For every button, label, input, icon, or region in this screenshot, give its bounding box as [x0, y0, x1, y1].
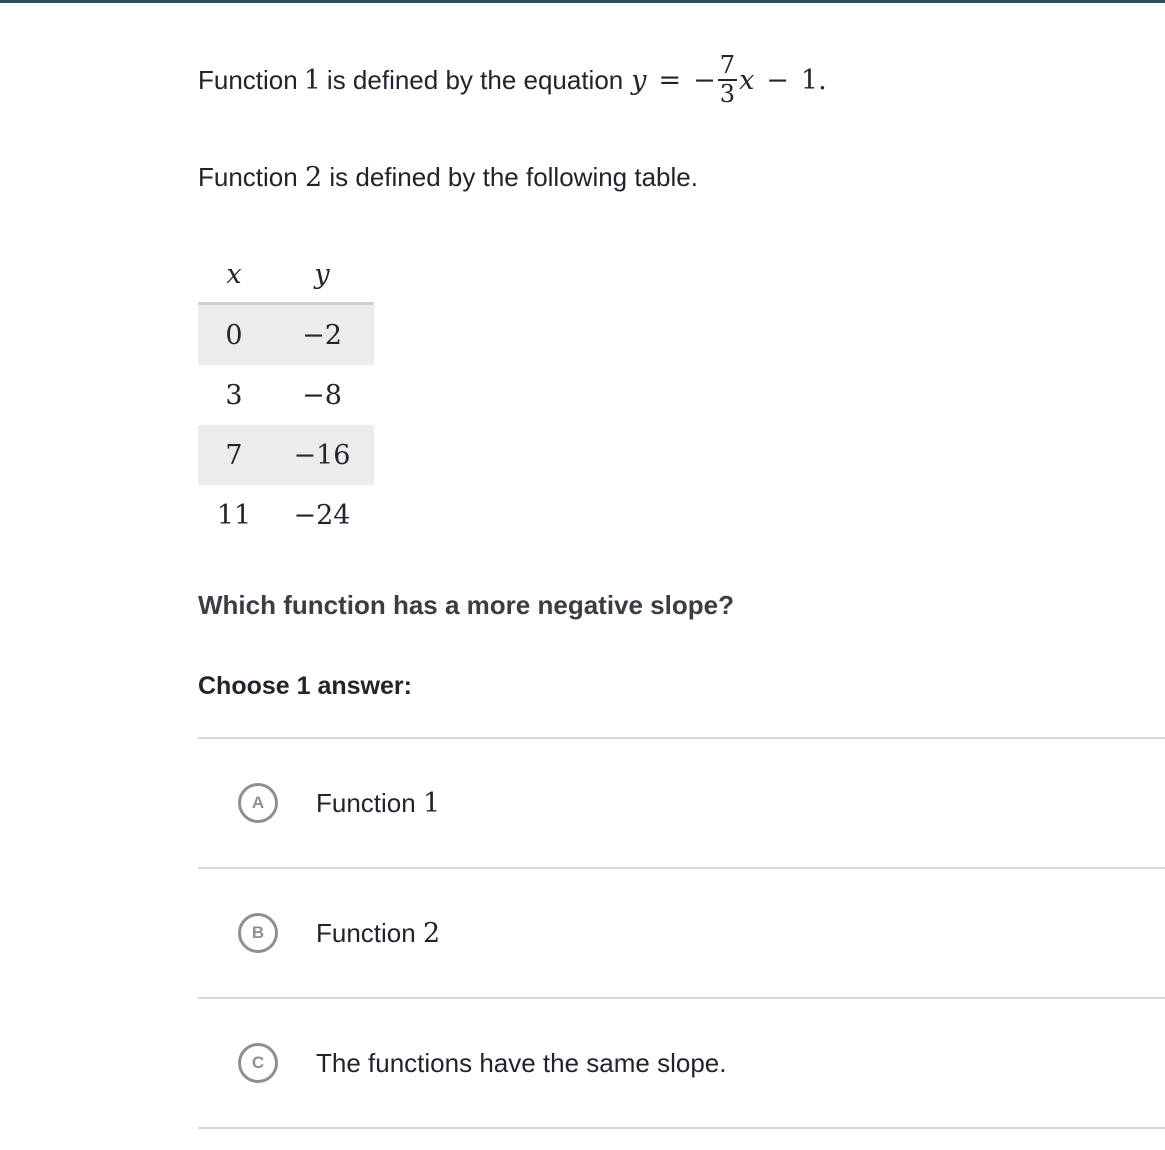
function-2-number: 2 — [304, 162, 323, 193]
table-cell-y: −24 — [293, 499, 351, 531]
table-header-row — [198, 246, 374, 304]
equation-sign: − — [693, 64, 716, 96]
function-2-table — [198, 246, 374, 545]
choice-b-text: Function — [316, 917, 416, 948]
choice-b-label — [316, 918, 440, 949]
table-header-x: x — [198, 246, 270, 304]
choice-a-math: 1 — [422, 787, 441, 819]
equation-variable: x — [739, 64, 755, 96]
table-cell-y: −8 — [302, 379, 342, 411]
top-border — [0, 0, 1165, 3]
choice-c-text: The functions have the same slope. — [316, 1047, 727, 1078]
table-cell-x: 11 — [216, 499, 252, 531]
choice-b-letter-circle: B — [238, 913, 278, 953]
equation-period: . — [818, 64, 827, 96]
table-cell-y: −2 — [270, 304, 374, 366]
choice-a-label — [316, 788, 440, 819]
answer-choices — [198, 737, 1165, 1129]
equation-lhs: y — [631, 64, 647, 96]
function-1-number: 1 — [303, 64, 321, 96]
function-2-suffix: is defined by the following table. — [329, 162, 698, 192]
choice-c[interactable] — [198, 999, 1165, 1129]
table-cell-x: 7 — [198, 425, 270, 485]
table-row — [198, 365, 374, 425]
function-1-equation — [631, 50, 827, 108]
table-cell-x: 0 — [198, 304, 270, 366]
table-cell-y: −16 — [270, 425, 374, 485]
table-cell-x: 3 — [225, 379, 243, 411]
table-row — [198, 304, 374, 366]
choice-a-letter-circle: A — [238, 783, 278, 823]
question-text: Which function has a more negative slope? — [198, 590, 734, 620]
function-1-prefix: Function — [198, 64, 298, 95]
function-2-prefix: Function — [198, 162, 298, 192]
choice-c-letter-circle: C — [238, 1043, 278, 1083]
equation-fraction — [718, 50, 737, 108]
table-row — [198, 425, 374, 485]
table-header-y: y — [270, 246, 374, 304]
table-row — [198, 485, 374, 545]
choice-b[interactable] — [198, 869, 1165, 999]
function-1-middle-text: is defined by the equation — [326, 64, 624, 95]
choice-b-math: 2 — [422, 917, 441, 949]
equation-equals: = — [658, 64, 682, 96]
choose-label: Choose 1 answer: — [198, 672, 412, 700]
fraction-numerator: 7 — [718, 53, 737, 81]
choice-a-text: Function — [316, 787, 416, 818]
fraction-denominator: 3 — [719, 80, 736, 108]
function-2-statement — [198, 162, 698, 193]
choice-a[interactable] — [198, 739, 1165, 869]
function-1-statement — [198, 40, 827, 120]
equation-constant: 1 — [800, 64, 819, 96]
equation-minus: − — [766, 64, 789, 96]
choice-c-label — [316, 1048, 726, 1079]
